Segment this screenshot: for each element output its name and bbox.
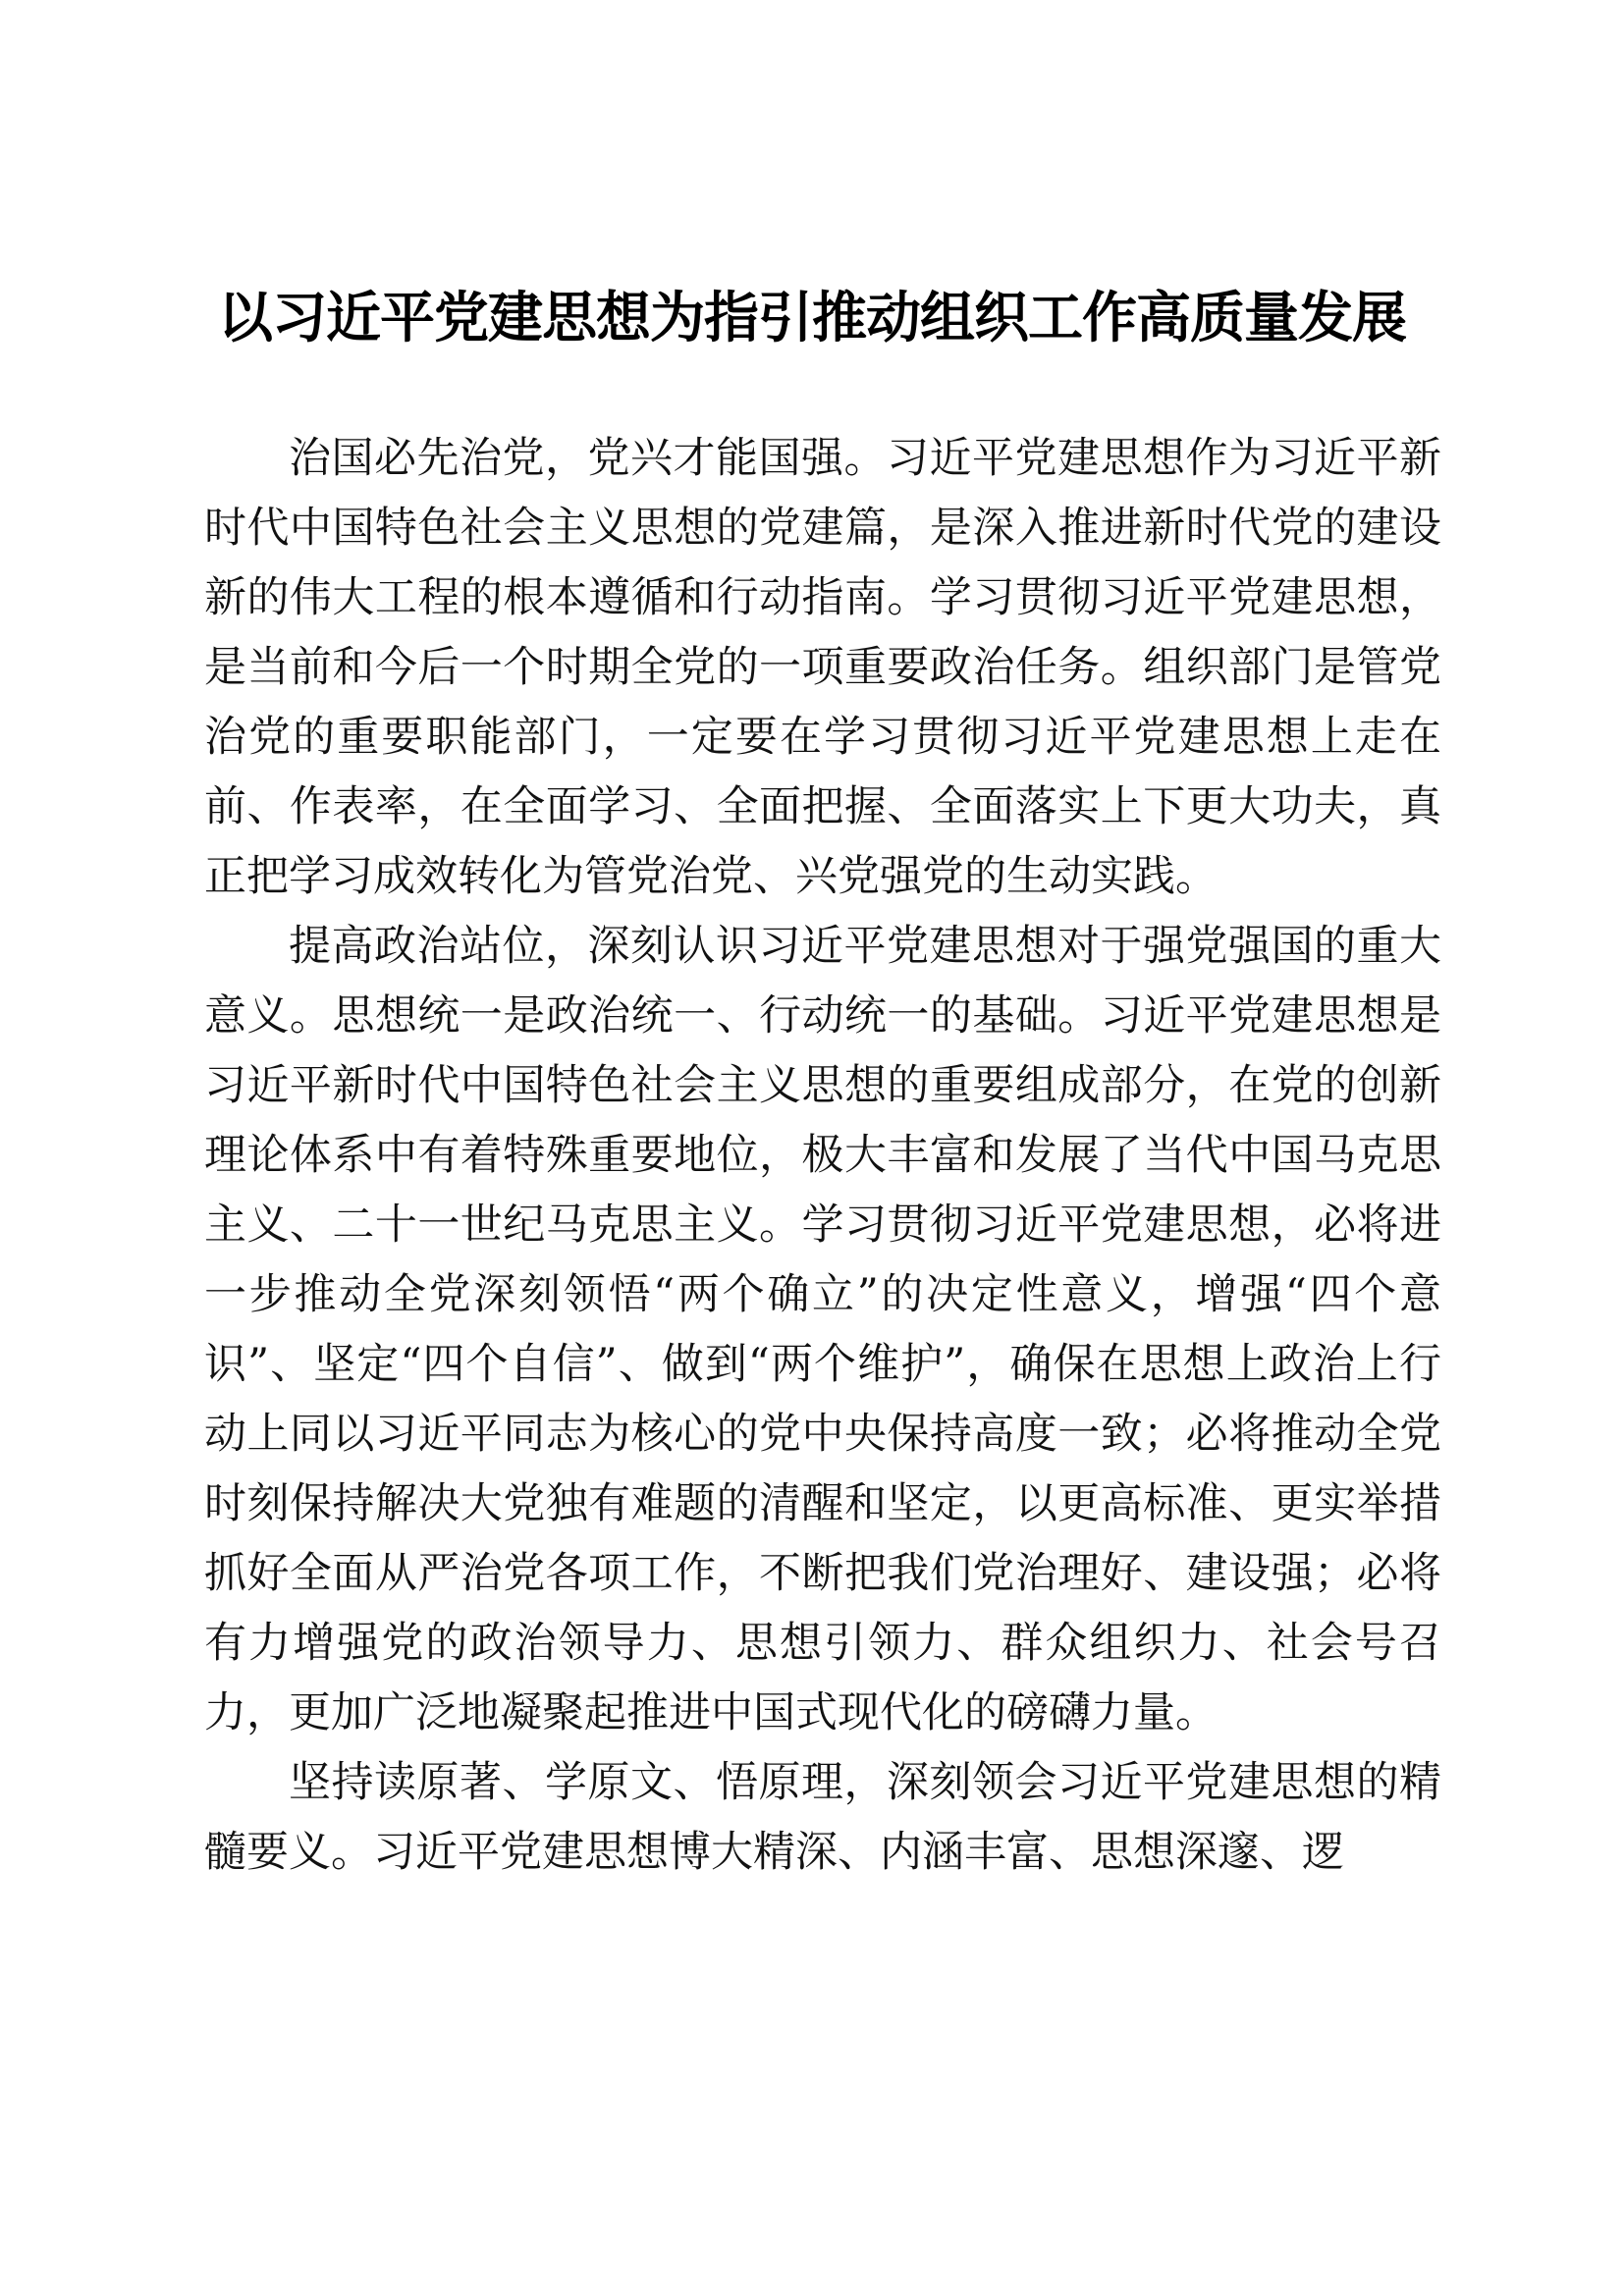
paragraph-1: 治国必先治党，党兴才能国强。习近平党建思想作为习近平新时代中国特色社会主义思想的党建篇，是深入推进新时代党的建设新的伟大工程的根本遵循和行动指南。学习贯彻习近平党建思想，是当前和今后一个时期全党的一项重要政治任务。组织部门是管党治党的重要职能部门，一定要在学习贯彻习近平党建思想上走在前、作表率，在全面学习、全面把握、全面落实上下更大功夫，真正把学习成效转化为管党治党、兴党强党的生动实践。	[204, 434, 1441, 901]
document-body	[204, 424, 1441, 1888]
paragraph-2: 提高政治站位，深刻认识习近平党建思想对于强党强国的重大意义。思想统一是政治统一、行动统一的基础。习近平党建思想是习近平新时代中国特色社会主义思想的重要组成部分，在党的创新理论体系中有着特殊重要地位，极大丰富和发展了当代中国马克思主义、二十一世纪马克思主义。学习贯彻习近平党建思想，必将进一步推动全党深刻领悟“两个确立”的决定性意义，增强“四个意识”、坚定“四个自信”、做到“两个维护”，确保在思想上政治上行动上同以习近平同志为核心的党中央保持高度一致；必将推动全党时刻保持解决大党独有难题的清醒和坚定，以更高标准、更实举措抓好全面从严治党各项工作，不断把我们党治理好、建设强；必将有力增强党的政治领导力、思想引领力、群众组织力、社会号召力，更加广泛地凝聚起推进中国式现代化的磅礴力量。	[204, 922, 1441, 1737]
document-title: 以习近平党建思想为指引推动组织工作高质量发展	[218, 287, 1406, 350]
paragraph-3: 坚持读原著、学原文、悟原理，深刻领会习近平党建思想的精髓要义。习近平党建思想博大精深、内涵丰富、思想深邃、逻	[204, 1758, 1441, 1877]
